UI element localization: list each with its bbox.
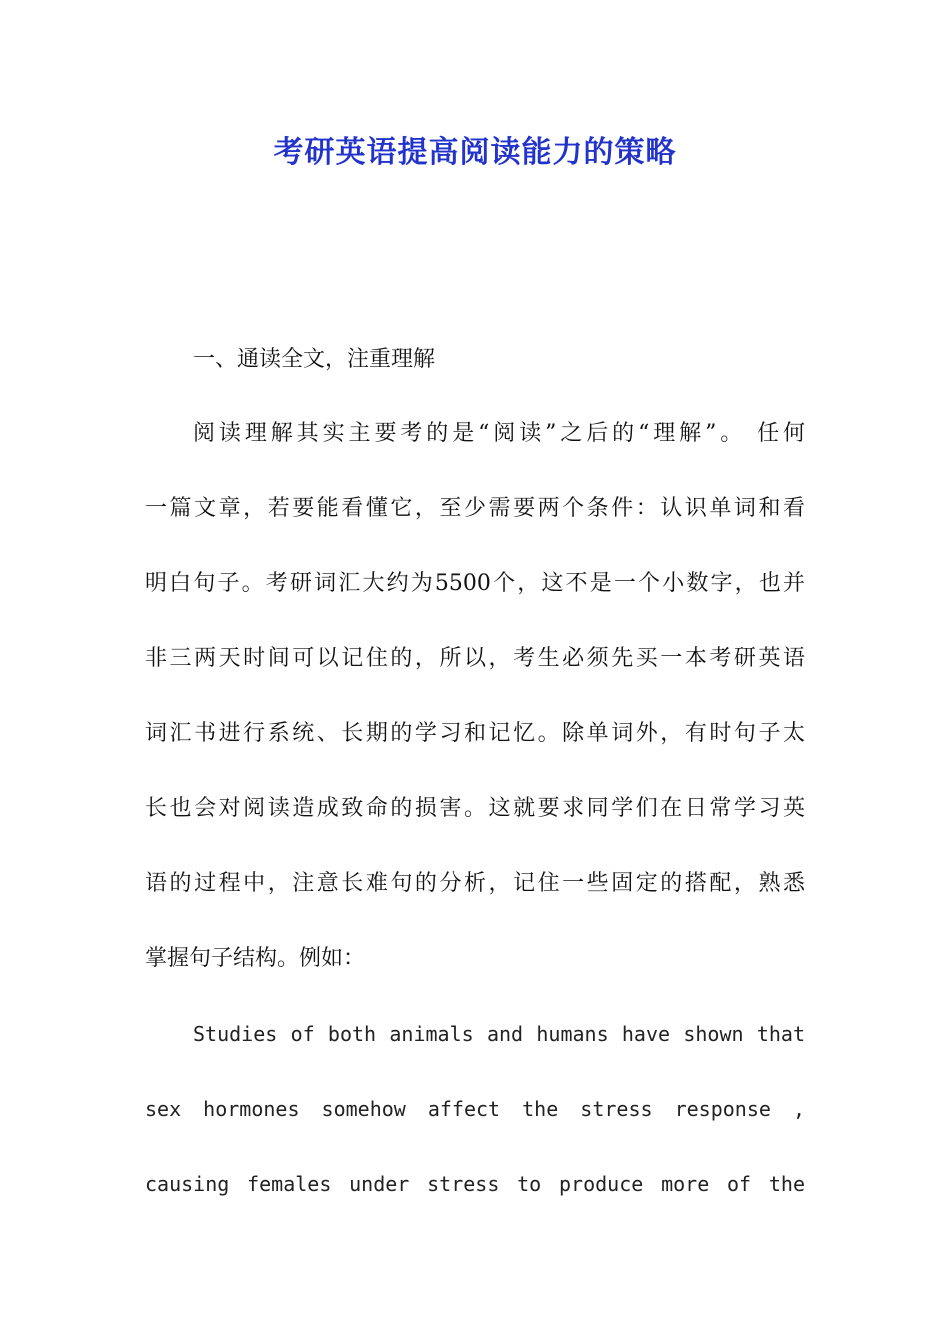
body-text (145, 414, 805, 1239)
paragraph-line: 一篇文章，若要能看懂它，至少需要两个条件：认识单词和看 (145, 496, 805, 521)
paragraph-line: 阅读理解其实主要考的是“阅读”之后的“理解”。 任何 (193, 421, 805, 446)
paragraph-line: 非三两天时间可以记住的，所以，考生必须先买一本考研英语 (145, 646, 805, 671)
english-example-line: sex hormones somehow affect the stress response , (145, 1097, 805, 1121)
paragraph-line: 长也会对阅读造成致命的损害。这就要求同学们在日常学习英 (145, 796, 805, 821)
english-example-line: Studies of both animals and humans have shown that (193, 1022, 805, 1046)
english-example-line: causing females under stress to produce more of the (145, 1172, 805, 1196)
paragraph-line: 明白句子。考研词汇大约为5500个，这不是一个小数字，也并 (145, 571, 805, 596)
section-heading: 一、通读全文，注重理解 (193, 347, 436, 372)
paragraph-line: 语的过程中，注意长难句的分析，记住一些固定的搭配，熟悉 (145, 871, 805, 896)
document-title: 考研英语提高阅读能力的策略 (273, 135, 677, 170)
paragraph-line: 词汇书进行系统、长期的学习和记忆。除单词外，有时句子太 (145, 721, 805, 746)
paragraph-line: 掌握句子结构。例如： (145, 946, 366, 971)
